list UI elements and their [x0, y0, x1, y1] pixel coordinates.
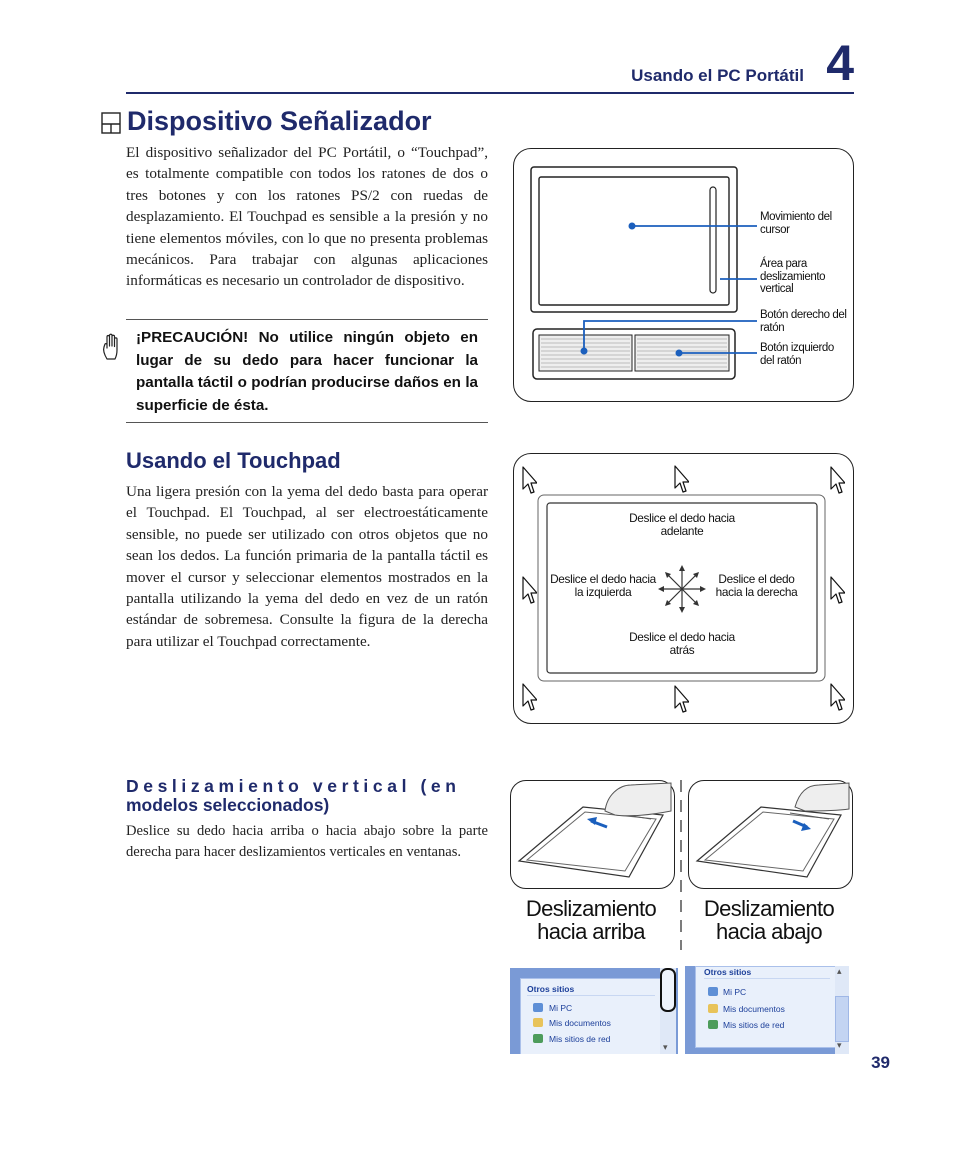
cursor-arrow-icon — [521, 682, 537, 712]
label-cursor-movement: Movimiento del cursor — [760, 211, 832, 236]
section-title-line: modelos seleccionados) — [126, 795, 330, 815]
label-swipe-left: Deslice el dedo hacia la izquierda — [550, 572, 656, 599]
explorer-pane — [695, 966, 837, 1048]
network-places-icon — [533, 1034, 543, 1043]
explorer-link[interactable]: Mi PC — [723, 987, 747, 997]
scroll-up-illustration — [510, 780, 675, 889]
caption-scroll-down — [683, 897, 855, 943]
divider — [126, 422, 488, 423]
section-title-pointing-device: Dispositivo Señalizador — [127, 106, 432, 136]
section-title-vertical-scroll — [126, 777, 488, 815]
touchpad-paragraph: Una ligera presión con la yema del dedo basta para operar el Touchpad. El Touchpad, al ser electroestáticamente sensible, no puede ser utilizado con otros objetos que no sean los dedos. La función primaria de la pantalla táctil es mover el cursor y seleccionar elementos mostrados en la pantalla utilizando la yema del dedo en vez de un ratón estándar de sobremesa. Consulte la figura de la derecha para utilizar el Touchpad correctamente. — [126, 483, 488, 650]
network-places-icon — [708, 1020, 718, 1029]
scroll-down-illustration — [688, 780, 853, 889]
gesture-diagram — [513, 453, 854, 724]
label-left-button: Botón izquierdo del ratón — [760, 342, 834, 367]
cursor-arrow-icon — [829, 575, 845, 605]
section-title-line: Deslizamiento vertical (en — [126, 776, 461, 796]
cursor-arrow-icon — [829, 465, 845, 495]
explorer-panel-left — [510, 968, 678, 1054]
cursor-arrow-icon — [673, 464, 689, 494]
explorer-link[interactable]: Mis documentos — [723, 1004, 785, 1014]
caption-line: hacia arriba — [537, 919, 645, 944]
explorer-heading: Otros sitios — [704, 967, 752, 977]
caution-note: ¡PRECAUCIÓN! No utilice ningún objeto en lugar de su dedo para hacer funcionar la pantalla táctil o podrían producirse daños en la superficie de ésta. — [136, 329, 478, 414]
touchpad-diagram — [513, 148, 854, 402]
scroll-down-arrow-icon[interactable]: ▾ — [663, 1042, 668, 1052]
label-right-button: Botón derecho del ratón — [760, 309, 847, 334]
my-documents-icon — [533, 1018, 543, 1027]
explorer-pane — [520, 978, 662, 1054]
divider — [126, 319, 488, 320]
explorer-panel-right — [685, 966, 849, 1054]
cursor-arrow-icon — [521, 575, 537, 605]
header-rule — [126, 92, 854, 94]
my-computer-icon — [708, 987, 718, 996]
cursor-arrow-icon — [521, 465, 537, 495]
chapter-title: Usando el PC Portátil — [631, 66, 804, 85]
explorer-link[interactable]: Mi PC — [549, 1003, 573, 1013]
explorer-link[interactable]: Mis documentos — [549, 1018, 611, 1028]
page-number: 39 — [871, 1053, 890, 1072]
caption-line: Deslizamiento — [525, 896, 657, 921]
explorer-link[interactable]: Mis sitios de red — [723, 1020, 785, 1030]
scroll-down-arrow-icon[interactable]: ▾ — [837, 1040, 842, 1050]
my-documents-icon — [708, 1004, 718, 1013]
explorer-link[interactable]: Mis sitios de red — [549, 1034, 611, 1044]
caution-hand-icon — [101, 333, 123, 361]
section-title-using-touchpad: Usando el Touchpad — [126, 448, 341, 473]
caption-line: Deslizamiento — [703, 896, 835, 921]
scroll-paragraph: Deslice su dedo hacia arriba o hacia abajo sobre la parte derecha para hacer deslizamientos verticales en ventanas. — [126, 823, 488, 860]
chapter-number: 4 — [826, 35, 854, 91]
scroll-up-arrow-icon[interactable]: ▴ — [837, 966, 842, 976]
caption-scroll-up — [505, 897, 677, 943]
explorer-heading: Otros sitios — [527, 984, 575, 994]
label-swipe-right: Deslice el dedo hacia la derecha — [715, 572, 798, 599]
scroll-thumb-highlighted[interactable] — [660, 968, 676, 1012]
scroll-thumb[interactable] — [835, 996, 849, 1042]
my-computer-icon — [533, 1003, 543, 1012]
section-marker-icon — [101, 112, 121, 134]
cursor-arrow-icon — [829, 682, 845, 712]
label-swipe-forward: Deslice el dedo hacia adelante — [629, 511, 735, 538]
caption-line: hacia abajo — [716, 919, 822, 944]
cursor-arrow-icon — [673, 684, 689, 714]
intro-paragraph: El dispositivo señalizador del PC Portátil, o “Touchpad”, es totalmente compatible con todos los ratones de dos o tres botones y con los ratones PS/2 con ruedas de desplazamiento. El Touchpad es sensible a la presión y no tiene elementos móviles, con lo que no presenta problemas mecánicos. Para trabajar con algunas aplicaciones informáticas es necesario un controlador de dispositivo. — [126, 144, 488, 290]
label-scroll-area: Área para deslizamiento vertical — [760, 258, 826, 295]
label-swipe-back: Deslice el dedo hacia atrás — [629, 630, 735, 657]
